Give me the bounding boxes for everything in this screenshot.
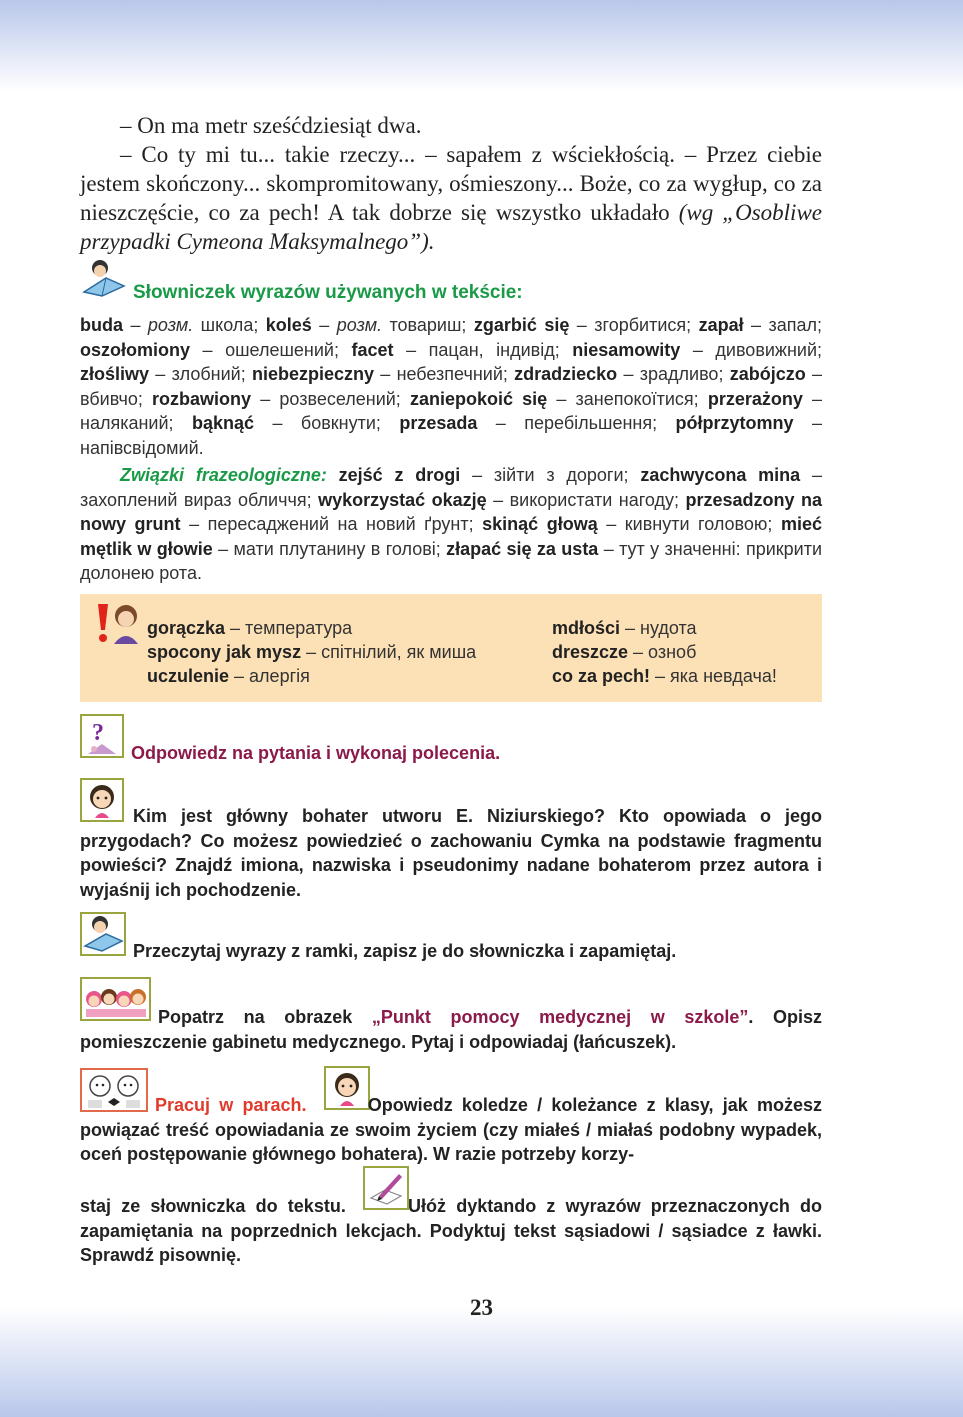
story-source: (wg „Osobliwe przypadki Cymeona Maksymalnego”). [80,200,822,254]
question-5 [80,1194,822,1268]
question-1: Kim jest główny bohater utworu E. Niziurskiego? Kto opowiada o jego przygodach? Co możesz powiedzieć o zachowaniu Cymka na podstawie fragmentu powieści? Znajdź imiona, nazwiska i pseudonimy nadane bohaterom przez autora i wyjaśnij ich pochodzenie. [80,806,822,900]
vocabulary-box [80,594,822,702]
dictionary-translation: вбивчо; [80,388,153,409]
dictionary-tag: розм. [147,315,194,335]
dictionary-word: półprzytomny [675,413,794,433]
dictionary-word: rozbawiony [152,388,252,409]
phrase-word: zachwycona mina [640,465,801,485]
reading-student-icon [80,258,126,298]
answer-heading: Odpowiedz na pytania i wykonaj polecenia. [131,743,501,763]
phrase-translation: – використати нагоду; [486,489,686,510]
question-5-text: Ułóż dyktando z wyrazów przeznaczonych do zapamiętania na poprzednich lekcjach. Podyktuj tekst sąsiadowi / sąsiadce z ławki. Sprawdź pisownię. [80,1196,822,1265]
story-line-1: – On ma metr sześćdziesiąt dwa. [120,113,422,138]
phrase-word: mieć mętlik w głowie [80,514,822,559]
phrase-word: wykorzystać okazję [318,489,487,510]
vocabulary-word: co za pech! [552,666,651,686]
dictionary-translation: злобний; [171,364,252,384]
vocabulary-row [552,664,777,688]
dictionary-translation: напівсвідомий. [80,437,204,458]
vocabulary-translation: – яка невдача! [650,666,777,686]
dictionary-translation: дивовижний; [715,339,823,360]
dictionary-translation: товариш; [382,315,474,335]
question-5-intro: staj ze słowniczka do tekstu. [80,1196,346,1216]
question-3-title: „Punkt pomocy medycznej w szkole” [371,1007,749,1027]
vocabulary-right-column [552,616,777,688]
phrase-word: przesadzony na nowy grunt [80,489,822,534]
dictionary-translation: небезпечний; [396,364,515,384]
dictionary-translation: зрадливо; [639,364,730,384]
dictionary-tag: розм. [336,315,383,335]
page-number: 23 [470,1295,493,1320]
phrase-translation: – тут у значенні: прикрити долонею рота. [80,538,822,583]
exclamation-teacher-icon [94,602,142,644]
vocabulary-word: dreszcze [552,642,629,662]
dictionary-word: facet [351,339,394,360]
phrase-word: zejść z drogi [338,465,461,485]
vocabulary-row [147,616,476,640]
vocabulary-word: spocony jak mysz [147,642,302,662]
phrase-translation: – мати плутанину в голові; [212,538,447,559]
vocabulary-word: uczulenie [147,666,230,686]
vocabulary-row [147,640,476,664]
dictionary-translation: школа; [193,315,266,335]
dictionary-word: niebezpieczny [251,364,375,384]
dictionary-translation: згорбитися; [594,315,699,335]
dictionary-word: przesada [399,413,478,433]
vocabulary-word: mdłości [552,618,621,638]
dictionary-heading: Słowniczek wyrazów używanych w tekście: [133,282,523,303]
dictionary-word: zaniepokoić się [409,388,548,409]
dictionary-translation: занепокоїтися; [575,388,708,409]
question-3 [80,1005,822,1054]
top-gradient-band [0,0,963,92]
phrase-translation: – захоплений вираз обличчя; [80,465,822,510]
vocabulary-word: gorączka [147,618,226,638]
vocabulary-row [552,616,777,640]
dictionary-translation: розвеселений; [279,388,410,409]
dictionary-word: zapał [698,315,744,335]
dictionary-word: przerażony [707,388,803,409]
vocabulary-left-column [147,616,476,688]
vocabulary-row [147,664,476,688]
dictionary-word: zgarbić się [473,315,570,335]
question-icon [80,714,124,758]
dictionary-body: buda – розм. школа; koleś – розм. товариш; zgarbić się – згорбитися; zapał – запал; oszołomiony – ошелешений; facet – пацан, індивід; niesamowity – дивовижний; złośliwy – злобний; niebezpieczny – небезпечний; zdradziecko – зрадливо; zabójczo – вбивчо; rozbawiony – розвеселений; zaniepokoić się – занепокоїтися; przerażony – наляканий; bąknąć – бовкнути; przesada – перебільшення; półprzytomny – напівсвідомий. [80,315,823,458]
dictionary-word: oszołomiony [80,339,191,360]
question-2: Przeczytaj wyrazy z ramki, zapisz je do słowniczka i zapamiętaj. [133,941,677,961]
vocabulary-translation: – озноб [628,642,697,662]
phrases-body [80,463,822,586]
dictionary-word: niesamowity [572,339,681,360]
question-3-intro: Popatrz na obrazek [158,1007,372,1027]
svg-text:?: ? [92,720,104,746]
phrase-translation: – зійти з дороги; [460,465,641,485]
phrase-translation: – пересаджений на новий ґрунт; [180,514,483,534]
phrases-heading: Związki frazeologiczne: [120,465,327,485]
vocabulary-translation: – спітнілий, як миша [301,642,477,662]
dictionary-word: koleś [265,315,312,335]
dictionary-word: złośliwy [80,364,150,384]
dictionary-translation: запал; [768,315,823,335]
bottom-gradient-band [0,1307,963,1417]
dictionary-translation: бовкнути; [300,413,400,433]
question-3-text: . Opisz pomieszczenie gabinetu medycznego. Pytaj i odpowiadaj (łańcuszek). [80,1007,822,1052]
phrase-translation: – кивнути головою; [597,514,781,534]
story-text: – Co ty mi tu... takie rzeczy... – sapałem z wściekłością. – Przez ciebie jestem skończony... skompromitowany, ośmieszony... Boże, co za wygłup, co za nieszczęście, co za pech! A tak dobrze się wszystko układało [80,142,822,225]
question-4 [80,1093,822,1167]
vocabulary-translation: – алергія [229,666,310,686]
pair-work-label: Pracuj w parach. [155,1095,307,1115]
dictionary-translation: ошелешений; [225,339,352,360]
dictionary-translation: наляканий; [80,413,192,433]
dictionary-word: bąknąć [191,413,255,433]
dictionary-translation: пацан, індивід; [428,339,573,360]
phrase-word: skinąć głową [482,514,598,534]
reading-student-icon-2 [80,912,126,956]
phrase-word: złapać się za usta [446,538,599,559]
dictionary-word: zabójczo [729,364,806,384]
vocabulary-row [552,640,777,664]
dictionary-word: zdradziecko [514,364,618,384]
question-4-text: Opowiedz koledze / koleżance z klasy, jak możesz powiązać treść opowiadania ze swoim życiem (czy miałeś / miałaś podobny wypadek, oceń postępowanie głównego bohatera). W razie potrzeby korzy- [80,1095,822,1164]
vocabulary-translation: – температура [225,618,353,638]
dictionary-word: buda [80,315,123,335]
vocabulary-translation: – нудота [620,618,697,638]
story-paragraph [80,140,822,256]
dictionary-translation: перебільшення; [524,413,676,433]
